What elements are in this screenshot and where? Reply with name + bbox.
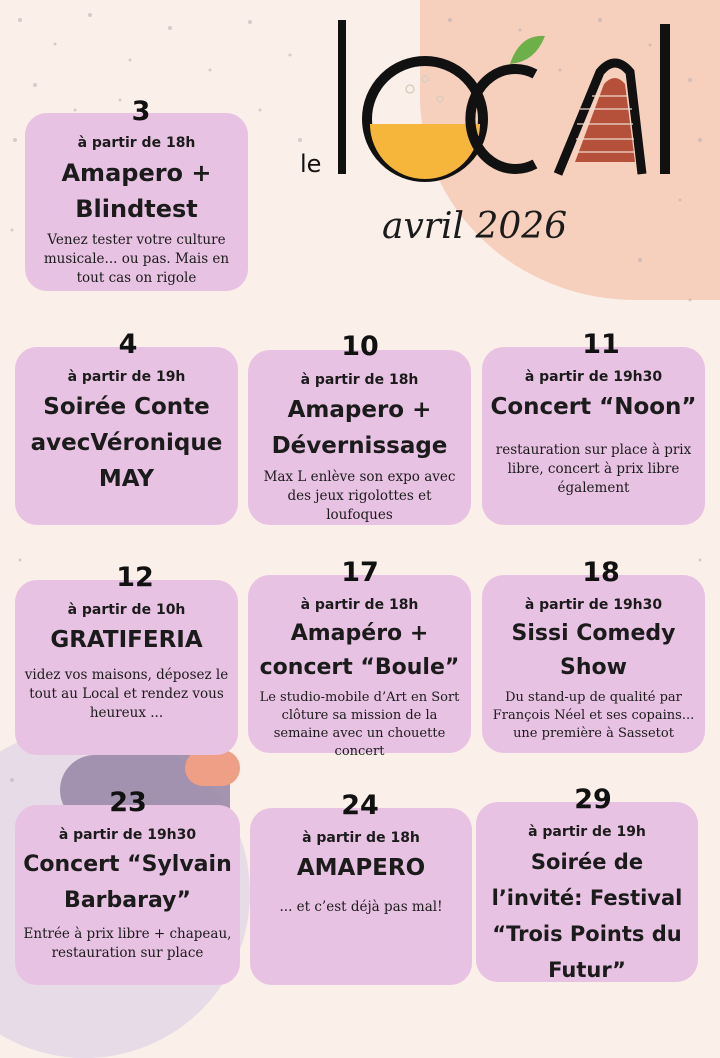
event-card bbox=[15, 347, 238, 525]
event-description: Le studio-mobile d’Art en Sort clôture sa mission de la semaine avec un chouette concert bbox=[259, 690, 460, 759]
le-local-logo bbox=[330, 14, 680, 194]
event-day: 11 bbox=[582, 329, 620, 360]
event-time: à partir de 18h bbox=[77, 135, 196, 151]
event-title: Sissi Comedy Show bbox=[511, 621, 676, 680]
event-time: à partir de 18h bbox=[300, 597, 419, 613]
event-card bbox=[248, 575, 471, 759]
event-description: restauration sur place à prix libre, concert à prix libre également bbox=[495, 442, 692, 496]
event-day: 3 bbox=[131, 96, 151, 127]
event-description: Venez tester votre culture musicale... ou pas. Mais en tout cas on rigole bbox=[43, 232, 230, 286]
event-day: 18 bbox=[582, 557, 620, 588]
event-day: 24 bbox=[341, 790, 379, 821]
event-card bbox=[15, 805, 240, 985]
event-card bbox=[25, 113, 248, 291]
event-card bbox=[476, 802, 698, 982]
event-card bbox=[482, 347, 705, 525]
event-time: à partir de 19h30 bbox=[524, 369, 663, 385]
event-day: 17 bbox=[341, 557, 379, 588]
event-description: Du stand-up de qualité par François Néel et ses copains... une première à Sassetot bbox=[492, 690, 695, 741]
event-time: à partir de 19h bbox=[67, 369, 186, 385]
event-title: Concert “Noon” bbox=[490, 394, 697, 420]
event-title: Amapero + Blindtest bbox=[61, 159, 212, 223]
event-card bbox=[482, 575, 705, 753]
logo-prefix: le bbox=[300, 150, 322, 178]
event-time: à partir de 18h bbox=[300, 372, 419, 388]
event-description: ... et c’est déjà pas mal! bbox=[279, 899, 443, 915]
event-title: AMAPERO bbox=[296, 855, 426, 881]
event-title: Concert “Sylvain Barbaray” bbox=[23, 852, 232, 913]
event-time: à partir de 10h bbox=[67, 602, 186, 618]
event-day: 4 bbox=[118, 329, 138, 360]
background-shape bbox=[185, 750, 240, 786]
event-title: Soirée de l’invité: Festival “Trois Points du Futur” bbox=[491, 850, 683, 982]
event-day: 29 bbox=[574, 784, 612, 815]
event-day: 23 bbox=[109, 787, 147, 818]
event-time: à partir de 19h30 bbox=[524, 597, 663, 613]
event-time: à partir de 18h bbox=[302, 830, 420, 846]
month-title: avril 2026 bbox=[382, 206, 568, 247]
event-title: Soirée Conte avecVéronique MAY bbox=[30, 394, 223, 492]
event-description: Entrée à prix libre + chapeau, restauration sur place bbox=[23, 926, 232, 961]
event-card bbox=[15, 580, 238, 755]
event-day: 10 bbox=[341, 331, 379, 362]
event-card bbox=[250, 808, 472, 985]
event-title: Amapero + Dévernissage bbox=[271, 397, 448, 459]
event-time: à partir de 19h bbox=[528, 824, 646, 840]
event-day: 12 bbox=[116, 562, 154, 593]
event-card bbox=[248, 350, 471, 525]
event-title: Amapéro + concert “Boule” bbox=[259, 621, 460, 680]
event-time: à partir de 19h30 bbox=[58, 827, 197, 843]
event-description: Max L enlève son expo avec des jeux rigolottes et loufoques bbox=[263, 469, 456, 523]
event-description: videz vos maisons, déposez le tout au Local et rendez vous heureux ... bbox=[24, 667, 229, 721]
event-title: GRATIFERIA bbox=[50, 627, 203, 653]
